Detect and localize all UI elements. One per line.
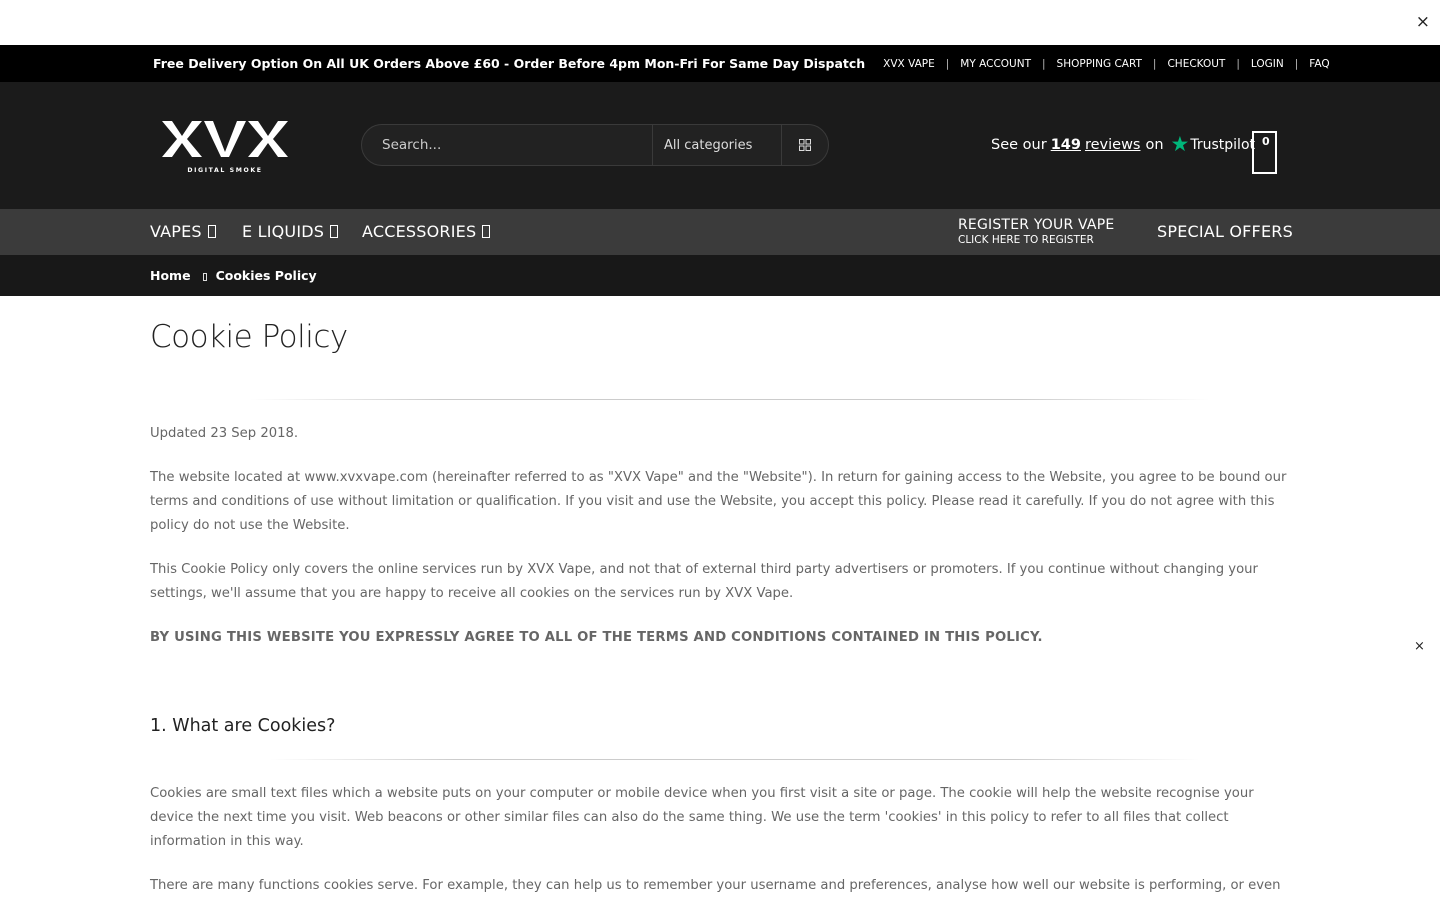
- top-notice-bar: [0, 0, 1440, 45]
- link-login[interactable]: LOGIN: [1250, 57, 1284, 70]
- intro-paragraph: The website located at www.xvxvape.com (hereinafter referred to as "XVX Vape" and the "Website"). In return for gaining access to the Website, you agree to be bound our terms and conditions of use without limitation or qualification. If you visit and use the Website, you accept this policy. Please read it carefully. If you do not agree with this policy do not use the Website.: [150, 470, 1287, 533]
- reviews-link[interactable]: reviews: [1084, 136, 1141, 153]
- cookies-definition-paragraph: Cookies are small text files which a website puts on your computer or mobile device when you first visit a site or page. The cookie will help the website recognise your device the next time you visit. Web beacons or other similar files can also do the same thing. We use the term 'cookies' in this policy to refer to all files that collect information in this way.: [150, 786, 1254, 849]
- separator: |: [945, 57, 950, 70]
- separator: |: [1042, 57, 1046, 70]
- grid-icon: [799, 139, 811, 151]
- search-input[interactable]: [362, 125, 652, 165]
- register-title: REGISTER YOUR VAPE: [958, 217, 1115, 233]
- breadcrumb: [0, 255, 1440, 296]
- trustpilot-widget[interactable]: [991, 134, 1255, 155]
- register-subtitle: CLICK HERE TO REGISTER: [958, 234, 1094, 246]
- trustpilot-brand: Trustpilot: [1190, 136, 1256, 153]
- link-xvx-vape[interactable]: XVX VAPE: [883, 57, 935, 70]
- category-select-value: All categories: [664, 137, 753, 153]
- register-vape-link[interactable]: [958, 217, 1114, 246]
- separator: |: [1236, 57, 1240, 70]
- nav-item-label: ACCESSORIES: [362, 222, 477, 241]
- cookies-functions-paragraph: There are many functions cookies serve. For example, they can help us to remember your username and preferences, analyse how well our website is performing, or even: [150, 878, 1281, 893]
- nav-item-label: E LIQUIDS: [242, 222, 325, 241]
- search-bar: [361, 124, 829, 166]
- separator: |: [1294, 57, 1299, 70]
- close-icon[interactable]: ×: [1414, 639, 1425, 654]
- separator: |: [1152, 57, 1157, 70]
- delivery-promo: Free Delivery Option On All UK Orders Above £60 - Order Before 4pm Mon-Fri For Same Day Dispatch: [153, 56, 866, 71]
- link-checkout[interactable]: CHECKOUT: [1167, 57, 1226, 70]
- nav-item-label: VAPES: [150, 222, 202, 241]
- nav-item-vapes[interactable]: [150, 222, 216, 241]
- trustpilot-prefix: See our: [991, 136, 1047, 153]
- chevron-down-icon: [208, 225, 216, 238]
- nav-item-accessories[interactable]: [362, 222, 490, 241]
- page-title: Cookie Policy: [150, 319, 348, 355]
- review-count[interactable]: 149: [1050, 136, 1081, 153]
- divider: [270, 759, 1200, 760]
- site-logo[interactable]: [160, 119, 290, 175]
- link-faq[interactable]: FAQ: [1309, 57, 1330, 70]
- link-my-account[interactable]: MY ACCOUNT: [960, 57, 1031, 70]
- trustpilot-on: on: [1145, 136, 1164, 153]
- agreement-notice: BY USING THIS WEBSITE YOU EXPRESSLY AGREE TO ALL OF THE TERMS AND CONDITIONS CONTAINED IN THIS POLICY.: [150, 630, 1043, 645]
- breadcrumb-home[interactable]: Home: [150, 268, 191, 283]
- nav-item-e-liquids[interactable]: [242, 222, 338, 241]
- cart-count: 0: [1262, 135, 1270, 148]
- special-offers-link[interactable]: SPECIAL OFFERS: [1157, 222, 1293, 241]
- chevron-down-icon: [482, 225, 490, 238]
- chevron-down-icon: [330, 225, 338, 238]
- close-icon[interactable]: ×: [1415, 12, 1430, 32]
- logo-tagline: DIGITAL SMOKE: [187, 167, 263, 174]
- trustpilot-logo: [1171, 134, 1255, 155]
- main-content: [0, 319, 1290, 898]
- search-button[interactable]: [782, 125, 828, 165]
- link-shopping-cart[interactable]: SHOPPING CART: [1056, 57, 1142, 70]
- utility-links: [883, 58, 1329, 70]
- utility-bar: [0, 45, 1440, 82]
- chevron-right-icon: [203, 273, 207, 281]
- site-header: [0, 82, 1440, 209]
- divider: [250, 399, 1210, 400]
- breadcrumb-current: Cookies Policy: [215, 268, 317, 283]
- section-heading: 1. What are Cookies?: [150, 716, 336, 736]
- category-select[interactable]: [652, 125, 782, 165]
- scope-paragraph: This Cookie Policy only covers the online services run by XVX Vape, and not that of external third party advertisers or promoters. If you continue without changing your settings, we'll assume that you are happy to receive all cookies on the services run by XVX Vape.: [150, 562, 1258, 601]
- star-icon: ★: [1170, 132, 1190, 156]
- updated-date: Updated 23 Sep 2018.: [150, 426, 299, 441]
- main-nav: [0, 209, 1440, 255]
